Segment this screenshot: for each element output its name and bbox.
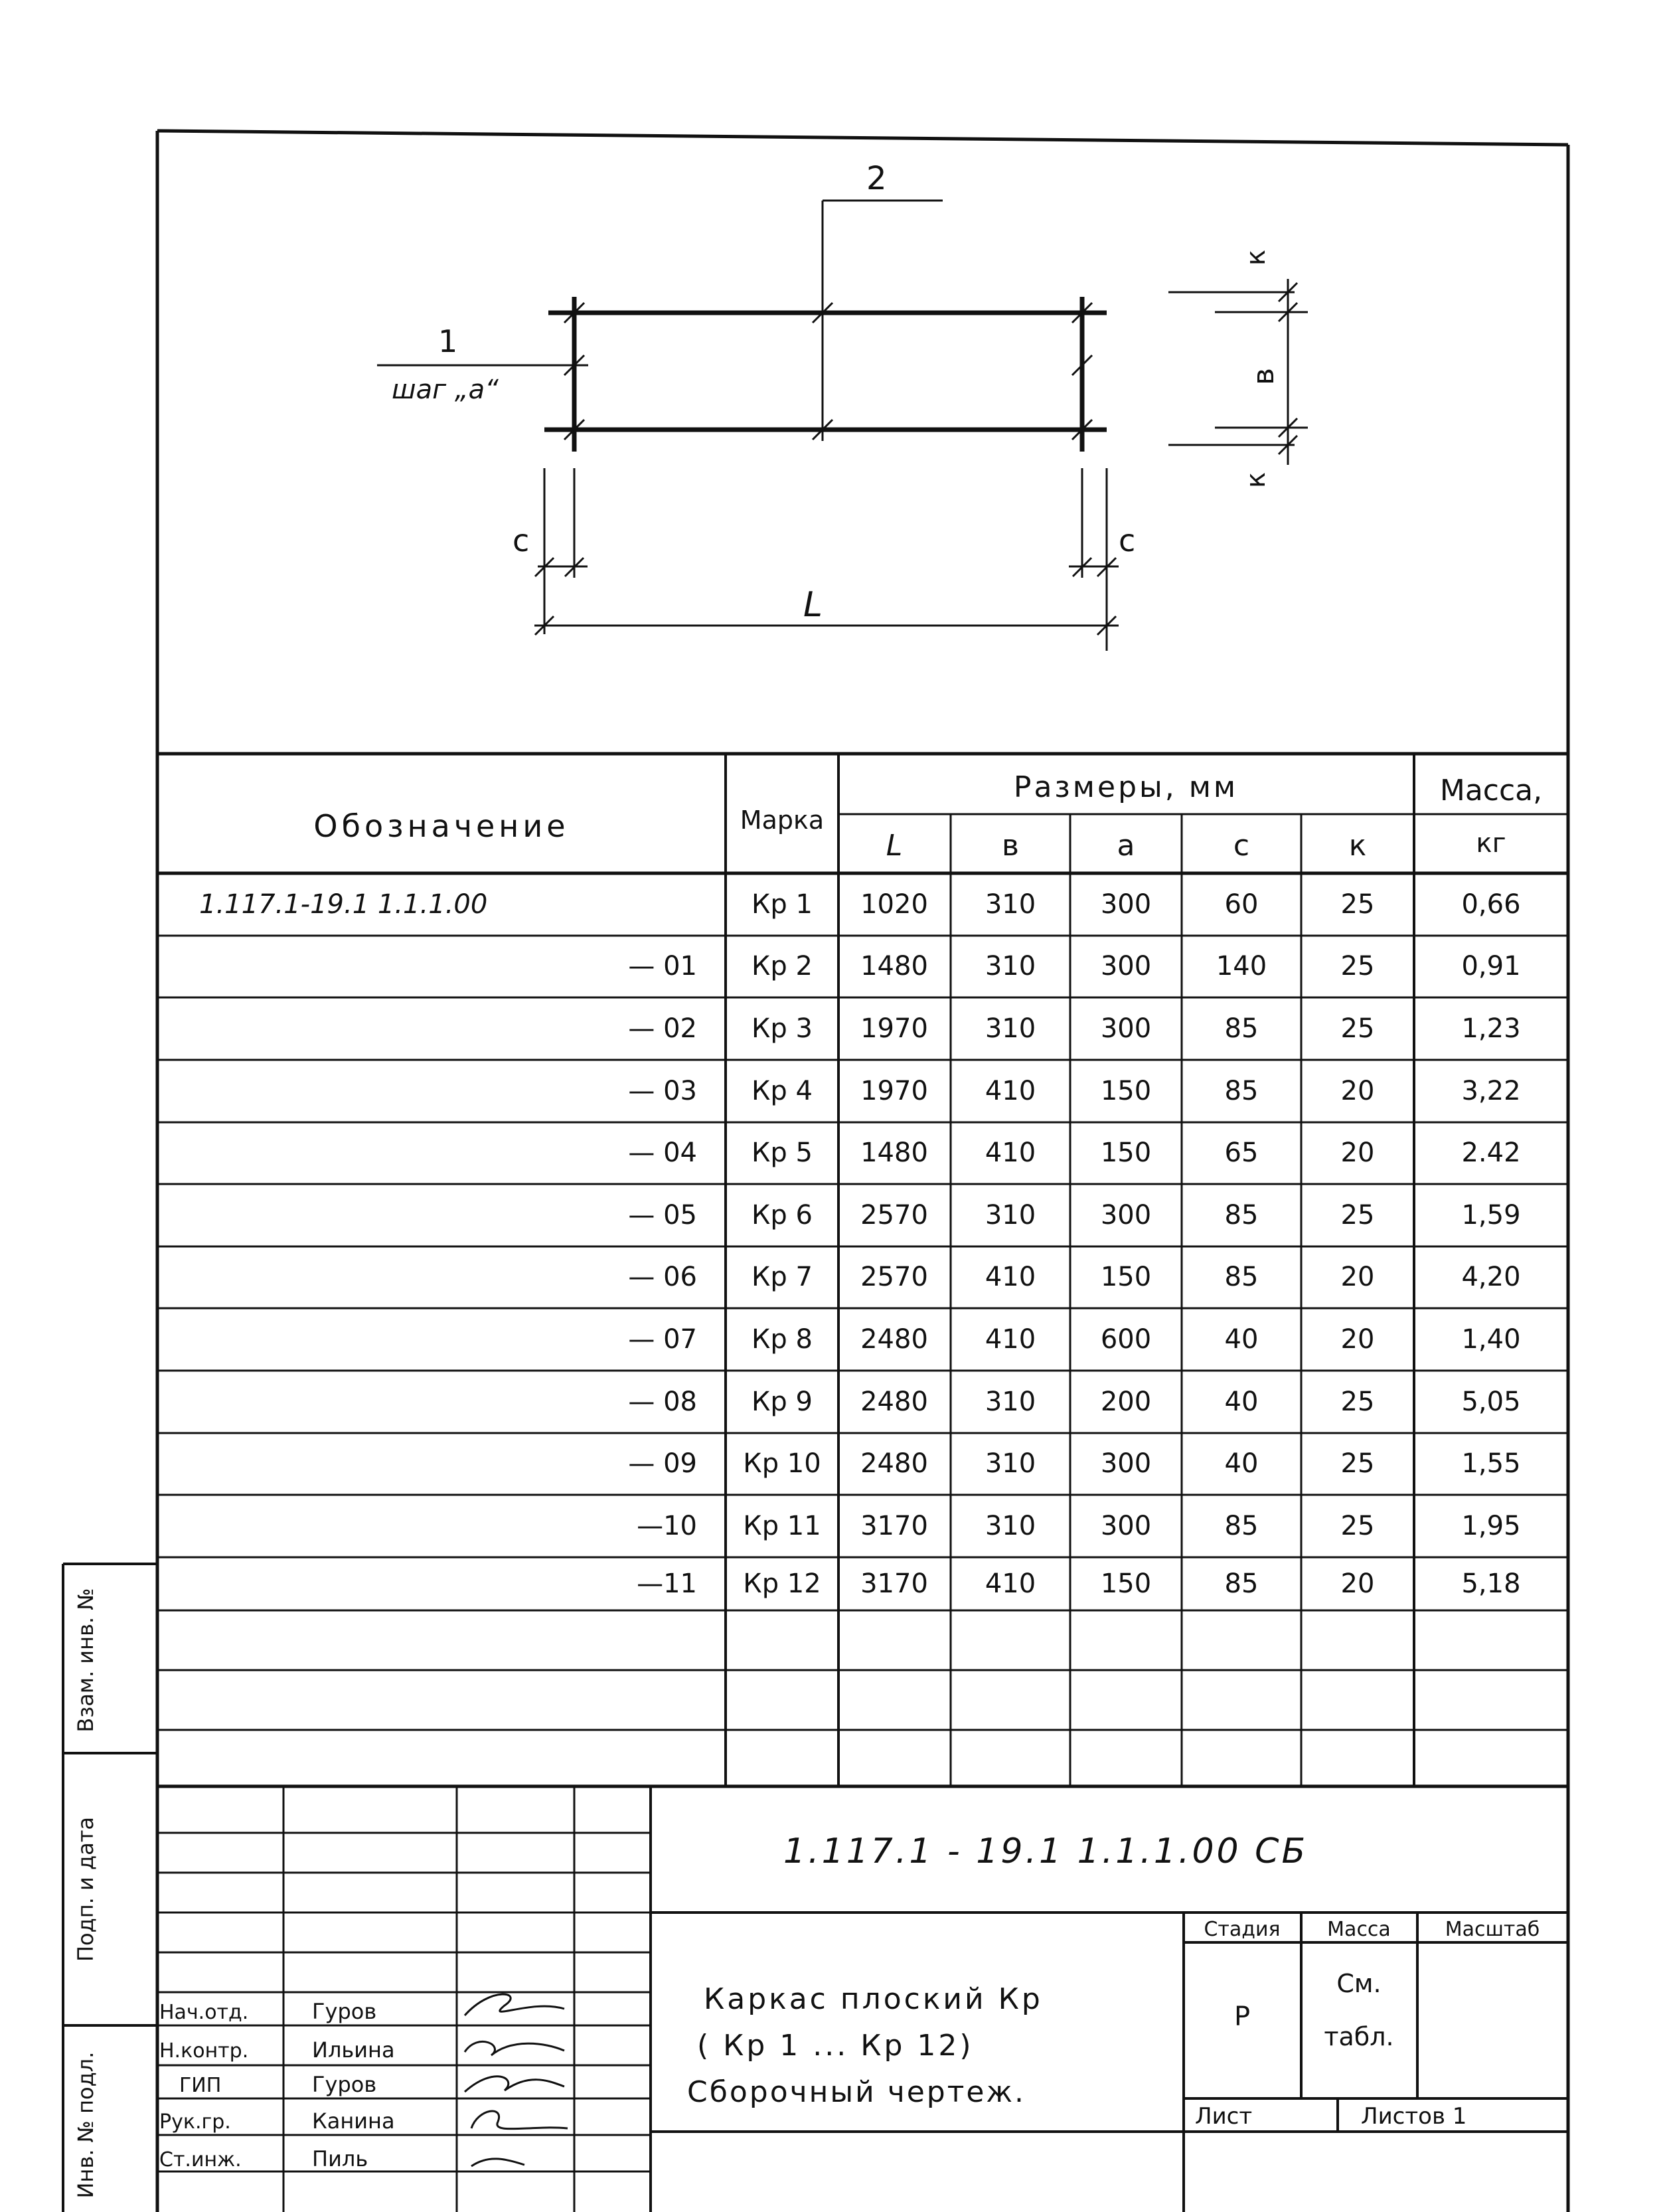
cell-l: 2480 [860, 1387, 928, 1417]
cell-mass: 0,91 [1461, 951, 1521, 981]
cell-mark: Кр 7 [752, 1262, 813, 1292]
table-row [628, 1013, 1520, 1044]
cell-designation: — 07 [628, 1324, 697, 1355]
cell-mark: Кр 9 [752, 1387, 813, 1417]
cell-a: 200 [1100, 1387, 1152, 1417]
header-mark: Марка [740, 806, 825, 835]
signature-name: Канина [312, 2108, 395, 2134]
cell-l: 2570 [860, 1262, 928, 1292]
cell-k: 25 [1340, 889, 1375, 920]
cell-mass: 1,40 [1461, 1324, 1521, 1355]
cell-c: 85 [1224, 1569, 1259, 1599]
table-row [628, 1324, 1520, 1355]
cell-mass: 2.42 [1461, 1138, 1521, 1168]
cell-a: 300 [1100, 1013, 1152, 1044]
cell-a: 300 [1100, 1200, 1152, 1231]
cell-b: 310 [985, 889, 1036, 920]
cell-mark: Кр 8 [752, 1324, 813, 1355]
signature-name: Ильина [312, 2037, 395, 2063]
stage-label: Стадия [1204, 1918, 1281, 1941]
signature-role: ГИП [179, 2074, 222, 2097]
cell-designation: — 05 [628, 1200, 697, 1231]
dim-k-top-label: к [1241, 249, 1271, 266]
cell-mass: 1,55 [1461, 1448, 1521, 1479]
cell-k: 20 [1340, 1324, 1375, 1355]
signature-role: Нач.отд. [159, 2001, 249, 2024]
cell-b: 310 [985, 1200, 1036, 1231]
cell-b: 410 [985, 1324, 1036, 1355]
sheet-frame [157, 131, 1568, 2212]
cell-designation: — 08 [628, 1387, 697, 1417]
cell-a: 150 [1100, 1262, 1152, 1292]
cell-l: 1020 [860, 889, 928, 920]
cell-mark: Кр 1 [752, 889, 813, 920]
table-row [628, 1387, 1520, 1417]
title-line-3: Сборочный чертеж. [687, 2075, 1026, 2109]
table-row [628, 1448, 1520, 1479]
cell-l: 1480 [860, 951, 928, 981]
cell-mark: Кр 11 [743, 1511, 821, 1541]
table-row [199, 889, 1521, 920]
cell-a: 150 [1100, 1569, 1152, 1599]
spec-table-header [313, 770, 1542, 863]
cell-c: 40 [1224, 1324, 1259, 1355]
title-line-2: ( Кр 1 ... Кр 12) [697, 2029, 974, 2063]
header-mass: Масса, [1439, 774, 1543, 808]
cell-k: 25 [1340, 1200, 1375, 1231]
side-stamp-orig-inv: Инв. № подл. [73, 2051, 98, 2199]
cell-mark: Кр 5 [752, 1138, 813, 1168]
cell-designation: — 03 [628, 1076, 697, 1106]
side-stamp-labels [73, 1588, 98, 2198]
cell-b: 310 [985, 1013, 1036, 1044]
cell-l: 3170 [860, 1511, 928, 1541]
table-row [628, 1262, 1520, 1292]
cell-k: 20 [1340, 1262, 1375, 1292]
table-row [628, 1200, 1520, 1231]
dim-c-left-label: с [513, 523, 530, 558]
sheet-label: Лист [1195, 2103, 1253, 2130]
cell-k: 25 [1340, 1448, 1375, 1479]
table-row [637, 1511, 1520, 1541]
scale-label: Масштаб [1445, 1918, 1540, 1941]
cell-k: 20 [1340, 1138, 1375, 1168]
header-b: в [1002, 829, 1019, 863]
mass-value-line-1: См. [1336, 1969, 1382, 1998]
cell-k: 25 [1340, 1013, 1375, 1044]
header-c: с [1233, 829, 1250, 863]
cell-a: 300 [1100, 889, 1152, 920]
cell-c: 140 [1216, 951, 1267, 981]
cell-mass: 1,23 [1461, 1013, 1521, 1044]
cell-mark: Кр 4 [752, 1076, 813, 1106]
cell-b: 310 [985, 951, 1036, 981]
cell-mark: Кр 2 [752, 951, 813, 981]
signature-name: Гуров [312, 2072, 377, 2097]
cell-designation: —11 [637, 1569, 697, 1599]
cell-a: 300 [1100, 1448, 1152, 1479]
dim-l-label: L [803, 585, 823, 625]
stage-value: Р [1233, 2001, 1251, 2032]
cell-b: 410 [985, 1138, 1036, 1168]
mass-value-line-2: табл. [1324, 2022, 1394, 2051]
cell-c: 40 [1224, 1448, 1259, 1479]
cell-l: 1970 [860, 1076, 928, 1106]
signature-role: Н.контр. [159, 2039, 249, 2063]
cell-mark: Кр 3 [752, 1013, 813, 1044]
cell-b: 410 [985, 1076, 1036, 1106]
cell-c: 60 [1224, 889, 1259, 920]
drawing-labels [392, 160, 1281, 625]
cell-c: 85 [1224, 1262, 1259, 1292]
cell-l: 3170 [860, 1569, 928, 1599]
cell-l: 2480 [860, 1448, 928, 1479]
dim-b-label: в [1247, 368, 1281, 385]
cell-mass: 1,59 [1461, 1200, 1521, 1231]
signature-role: Рук.гр. [159, 2110, 231, 2134]
cell-b: 310 [985, 1387, 1036, 1417]
cell-a: 150 [1100, 1076, 1152, 1106]
cell-c: 40 [1224, 1387, 1259, 1417]
cell-b: 310 [985, 1511, 1036, 1541]
side-stamp-replace-inv: Взам. инв. № [73, 1588, 98, 1733]
cell-c: 65 [1224, 1138, 1259, 1168]
signature-name: Пиль [312, 2146, 368, 2171]
callout-2-label: 2 [866, 160, 887, 197]
callout-1-label: 1 [438, 323, 458, 359]
cell-mark: Кр 12 [743, 1569, 821, 1599]
pitch-label: шаг „а“ [392, 375, 499, 405]
header-mass-unit: кг [1476, 828, 1506, 859]
cell-mark: Кр 10 [743, 1448, 821, 1479]
cell-c: 85 [1224, 1076, 1259, 1106]
cell-l: 2570 [860, 1200, 928, 1231]
cell-designation: — 04 [628, 1138, 697, 1168]
side-stamp-sign-date: Подп. и дата [73, 1817, 98, 1962]
cell-a: 150 [1100, 1138, 1152, 1168]
cell-l: 1480 [860, 1138, 928, 1168]
frame-drawing [377, 201, 1308, 651]
cell-designation: — 01 [628, 951, 697, 981]
header-l: L [886, 829, 903, 863]
mass-label: Масса [1327, 1918, 1391, 1941]
dim-c-right-label: с [1119, 523, 1136, 558]
cell-designation: — 02 [628, 1013, 697, 1044]
cell-mass: 1,95 [1461, 1511, 1521, 1541]
header-a: а [1117, 829, 1135, 863]
cell-designation: —10 [637, 1511, 697, 1541]
handwritten-signatures [465, 1994, 568, 2166]
title-block-text [159, 1831, 1540, 2171]
cell-c: 85 [1224, 1013, 1259, 1044]
cell-k: 25 [1340, 1511, 1375, 1541]
cell-c: 85 [1224, 1511, 1259, 1541]
cell-l: 2480 [860, 1324, 928, 1355]
cell-a: 300 [1100, 951, 1152, 981]
cell-mass: 5,18 [1461, 1569, 1521, 1599]
header-k: к [1348, 829, 1367, 863]
title-line-1: Каркас плоский Кр [704, 1982, 1043, 2016]
cell-designation: — 09 [628, 1448, 697, 1479]
cell-mark: Кр 6 [752, 1200, 813, 1231]
cell-k: 25 [1340, 1387, 1375, 1417]
cell-k: 20 [1340, 1076, 1375, 1106]
cell-a: 600 [1100, 1324, 1152, 1355]
cell-c: 85 [1224, 1200, 1259, 1231]
cell-mass: 4,20 [1461, 1262, 1521, 1292]
table-row [637, 1569, 1520, 1599]
spec-table-body [199, 889, 1521, 1599]
document-code: 1.117.1 - 19.1 1.1.1.00 СБ [783, 1831, 1308, 1871]
cell-k: 25 [1340, 951, 1375, 981]
cell-mass: 5,05 [1461, 1387, 1521, 1417]
table-row [628, 951, 1520, 981]
table-row [628, 1076, 1520, 1106]
cell-mass: 0,66 [1461, 889, 1521, 920]
cell-designation: — 06 [628, 1262, 697, 1292]
dim-k-bottom-label: к [1241, 471, 1271, 488]
signature-role: Ст.инж. [159, 2148, 242, 2171]
cell-b: 410 [985, 1262, 1036, 1292]
signature-name: Гуров [312, 1999, 377, 2024]
cell-l: 1970 [860, 1013, 928, 1044]
table-row [628, 1138, 1520, 1168]
cell-k: 20 [1340, 1569, 1375, 1599]
header-sizes: Размеры, мм [1013, 770, 1239, 804]
cell-b: 310 [985, 1448, 1036, 1479]
cell-a: 300 [1100, 1511, 1152, 1541]
header-designation: Обозначение [313, 808, 570, 844]
sheets-label: Листов 1 [1361, 2103, 1467, 2130]
cell-mass: 3,22 [1461, 1076, 1521, 1106]
cell-b: 410 [985, 1569, 1036, 1599]
cell-designation: 1.117.1-19.1 1.1.1.00 [199, 889, 488, 920]
